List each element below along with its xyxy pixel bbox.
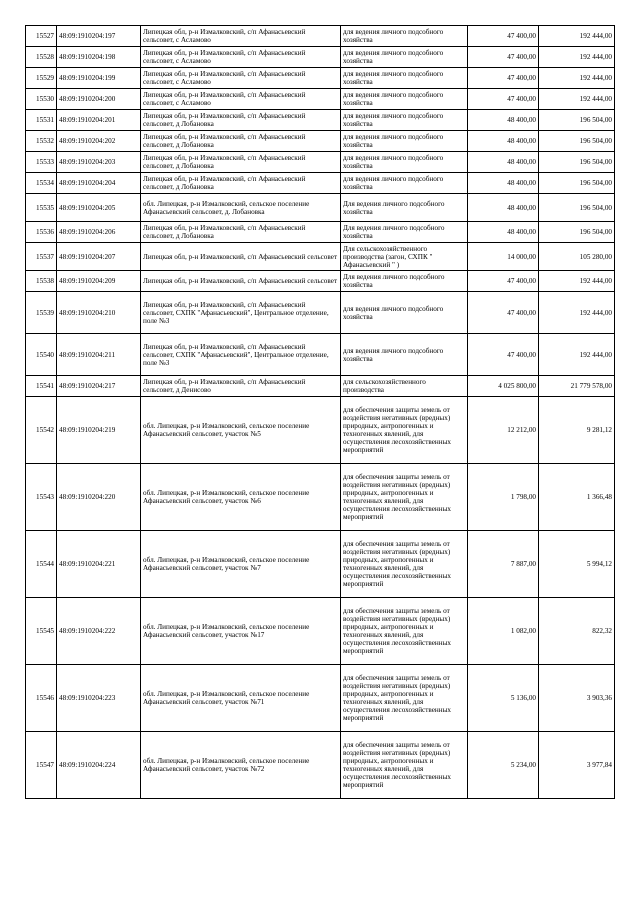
permitted-use: для ведения личного подсобного хозяйства — [341, 334, 468, 376]
cadastral-value: 1 366,48 — [539, 464, 615, 531]
parcel-area: 48 400,00 — [468, 152, 539, 173]
parcel-area: 48 400,00 — [468, 131, 539, 152]
table-row — [26, 68, 615, 89]
row-number: 15540 — [26, 334, 57, 376]
cadastral-value: 196 504,00 — [539, 131, 615, 152]
parcel-area: 47 400,00 — [468, 334, 539, 376]
parcel-area: 47 400,00 — [468, 47, 539, 68]
permitted-use: для обеспечения защиты земель от воздействия негативных (вредных) природных, антропогенных и техногенных явлений, для осуществления лесохозяйственных мероприятий — [341, 598, 468, 665]
row-number: 15543 — [26, 464, 57, 531]
parcel-address: обл. Липецкая, р-н Измалковский, сельское поселение Афанасьевский сельсовет, участок №72 — [141, 732, 341, 799]
parcel-address: обл. Липецкая, р-н Измалковский, сельское поселение Афанасьевский сельсовет, участок №5 — [141, 397, 341, 464]
row-number: 15534 — [26, 173, 57, 194]
permitted-use: для ведения личного подсобного хозяйства — [341, 68, 468, 89]
parcel-area: 47 400,00 — [468, 26, 539, 47]
cadastral-number: 48:09:1910204:205 — [57, 194, 141, 222]
table-row — [26, 173, 615, 194]
cadastral-value: 192 444,00 — [539, 26, 615, 47]
cadastral-number: 48:09:1910204:197 — [57, 26, 141, 47]
table-row — [26, 292, 615, 334]
parcel-address: обл. Липецкая, р-н Измалковский, сельское поселение Афанасьевский сельсовет, участок №6 — [141, 464, 341, 531]
parcel-address: Липецкая обл, р-н Измалковский, с/п Афанасьевский сельсовет, д Денисово — [141, 376, 341, 397]
cadastral-number: 48:09:1910204:221 — [57, 531, 141, 598]
cadastral-value: 192 444,00 — [539, 47, 615, 68]
cadastral-number: 48:09:1910204:202 — [57, 131, 141, 152]
table-row — [26, 464, 615, 531]
cadastral-value: 196 504,00 — [539, 194, 615, 222]
parcel-address: Липецкая обл, р-н Измалковский, с/п Афанасьевский сельсовет, д Лобановка — [141, 152, 341, 173]
permitted-use: для обеспечения защиты земель от воздействия негативных (вредных) природных, антропогенных и техногенных явлений, для осуществления лесохозяйственных мероприятий — [341, 732, 468, 799]
cadastral-value: 192 444,00 — [539, 68, 615, 89]
row-number: 15546 — [26, 665, 57, 732]
parcel-address: Липецкая обл, р-н Измалковский, с/п Афанасьевский сельсовет, д Лобановка — [141, 222, 341, 243]
permitted-use: Для ведения личного подсобного хозяйства — [341, 194, 468, 222]
parcel-area: 47 400,00 — [468, 89, 539, 110]
row-number: 15529 — [26, 68, 57, 89]
row-number: 15542 — [26, 397, 57, 464]
cadastral-value: 822,32 — [539, 598, 615, 665]
permitted-use: для ведения личного подсобного хозяйства — [341, 47, 468, 68]
row-number: 15541 — [26, 376, 57, 397]
cadastral-number: 48:09:1910204:223 — [57, 665, 141, 732]
cadastral-value: 196 504,00 — [539, 152, 615, 173]
row-number: 15527 — [26, 26, 57, 47]
permitted-use: для обеспечения защиты земель от воздействия негативных (вредных) природных, антропогенных и техногенных явлений, для осуществления лесохозяйственных мероприятий — [341, 397, 468, 464]
cadastral-value: 9 281,12 — [539, 397, 615, 464]
cadastral-number: 48:09:1910204:207 — [57, 243, 141, 271]
cadastral-value: 21 779 578,00 — [539, 376, 615, 397]
table-row — [26, 152, 615, 173]
row-number: 15537 — [26, 243, 57, 271]
parcel-area: 48 400,00 — [468, 110, 539, 131]
parcel-address: Липецкая обл, р-н Измалковский, с/п Афанасьевский сельсовет, СХПК "Афанасьевский", Центральное отделение, поле №3 — [141, 292, 341, 334]
row-number: 15535 — [26, 194, 57, 222]
cadastral-value: 105 280,00 — [539, 243, 615, 271]
parcel-area: 48 400,00 — [468, 173, 539, 194]
parcel-address: Липецкая обл, р-н Измалковский, с/п Афанасьевский сельсовет, с Асламово — [141, 26, 341, 47]
parcel-address: Липецкая обл, р-н Измалковский, с/п Афанасьевский сельсовет, с Асламово — [141, 47, 341, 68]
parcel-address: Липецкая обл, р-н Измалковский, с/п Афанасьевский сельсовет, СХПК "Афанасьевский", Центральное отделение, поле №3 — [141, 334, 341, 376]
parcel-area: 1 082,00 — [468, 598, 539, 665]
table-row — [26, 397, 615, 464]
table-row — [26, 271, 615, 292]
permitted-use: для ведения личного подсобного хозяйства — [341, 292, 468, 334]
cadastral-number: 48:09:1910204:206 — [57, 222, 141, 243]
table-row — [26, 222, 615, 243]
permitted-use: для сельскохозяйственного производства — [341, 376, 468, 397]
cadastral-value: 3 903,36 — [539, 665, 615, 732]
parcel-area: 7 887,00 — [468, 531, 539, 598]
parcel-address: Липецкая обл, р-н Измалковский, с/п Афанасьевский сельсовет — [141, 271, 341, 292]
permitted-use: для ведения личного подсобного хозяйства — [341, 110, 468, 131]
parcel-area: 12 212,00 — [468, 397, 539, 464]
parcel-address: Липецкая обл, р-н Измалковский, с/п Афанасьевский сельсовет, д Лобановка — [141, 131, 341, 152]
row-number: 15536 — [26, 222, 57, 243]
parcel-area: 1 798,00 — [468, 464, 539, 531]
cadastral-value: 196 504,00 — [539, 173, 615, 194]
cadastral-number: 48:09:1910204:198 — [57, 47, 141, 68]
permitted-use: Для сельскохозяйственного производства (загон, СХПК " Афанасьевский " ) — [341, 243, 468, 271]
row-number: 15544 — [26, 531, 57, 598]
parcel-address: Липецкая обл, р-н Измалковский, с/п Афанасьевский сельсовет, с Асламово — [141, 68, 341, 89]
parcel-area: 48 400,00 — [468, 194, 539, 222]
parcel-address: Липецкая обл, р-н Измалковский, с/п Афанасьевский сельсовет — [141, 243, 341, 271]
row-number: 15538 — [26, 271, 57, 292]
table-row — [26, 665, 615, 732]
permitted-use: для обеспечения защиты земель от воздействия негативных (вредных) природных, антропогенных и техногенных явлений, для осуществления лесохозяйственных мероприятий — [341, 665, 468, 732]
cadastral-number: 48:09:1910204:203 — [57, 152, 141, 173]
table-row — [26, 110, 615, 131]
cadastral-value: 5 994,12 — [539, 531, 615, 598]
land-parcel-table — [25, 25, 615, 799]
cadastral-number: 48:09:1910204:217 — [57, 376, 141, 397]
table-row — [26, 89, 615, 110]
cadastral-number: 48:09:1910204:224 — [57, 732, 141, 799]
permitted-use: для ведения личного подсобного хозяйства — [341, 152, 468, 173]
table-row — [26, 531, 615, 598]
cadastral-number: 48:09:1910204:220 — [57, 464, 141, 531]
parcel-address: Липецкая обл, р-н Измалковский, с/п Афанасьевский сельсовет, д Лобановка — [141, 173, 341, 194]
parcel-area: 48 400,00 — [468, 222, 539, 243]
parcel-address: Липецкая обл, р-н Измалковский, с/п Афанасьевский сельсовет, д Лобановка — [141, 110, 341, 131]
row-number: 15539 — [26, 292, 57, 334]
table-row — [26, 598, 615, 665]
parcel-area: 14 000,00 — [468, 243, 539, 271]
cadastral-number: 48:09:1910204:204 — [57, 173, 141, 194]
row-number: 15545 — [26, 598, 57, 665]
parcel-address: обл. Липецкая, р-н Измалковский, сельское поселение Афанасьевский сельсовет, участок №71 — [141, 665, 341, 732]
row-number: 15533 — [26, 152, 57, 173]
row-number: 15528 — [26, 47, 57, 68]
cadastral-number: 48:09:1910204:201 — [57, 110, 141, 131]
parcel-area: 47 400,00 — [468, 271, 539, 292]
cadastral-value: 196 504,00 — [539, 222, 615, 243]
parcel-area: 47 400,00 — [468, 292, 539, 334]
table-row — [26, 26, 615, 47]
table-row — [26, 194, 615, 222]
cadastral-number: 48:09:1910204:222 — [57, 598, 141, 665]
table-row — [26, 376, 615, 397]
table-body — [26, 26, 615, 799]
cadastral-number: 48:09:1910204:219 — [57, 397, 141, 464]
row-number: 15531 — [26, 110, 57, 131]
cadastral-value: 192 444,00 — [539, 271, 615, 292]
table-row — [26, 732, 615, 799]
cadastral-number: 48:09:1910204:211 — [57, 334, 141, 376]
permitted-use: для ведения личного подсобного хозяйства — [341, 131, 468, 152]
table-row — [26, 243, 615, 271]
cadastral-number: 48:09:1910204:210 — [57, 292, 141, 334]
table-row — [26, 47, 615, 68]
cadastral-value: 192 444,00 — [539, 89, 615, 110]
parcel-address: обл. Липецкая, р-н Измалковский, сельское поселение Афанасьевский сельсовет, участок №7 — [141, 531, 341, 598]
cadastral-value: 3 977,84 — [539, 732, 615, 799]
parcel-area: 4 025 800,00 — [468, 376, 539, 397]
row-number: 15530 — [26, 89, 57, 110]
parcel-area: 5 234,00 — [468, 732, 539, 799]
permitted-use: для ведения личного подсобного хозяйства — [341, 26, 468, 47]
parcel-area: 47 400,00 — [468, 68, 539, 89]
permitted-use: для ведения личного подсобного хозяйства — [341, 89, 468, 110]
permitted-use: для обеспечения защиты земель от воздействия негативных (вредных) природных, антропогенных и техногенных явлений, для осуществления лесохозяйственных мероприятий — [341, 531, 468, 598]
table-row — [26, 131, 615, 152]
parcel-area: 5 136,00 — [468, 665, 539, 732]
parcel-address: обл. Липецкая, р-н Измалковский, сельское поселение Афанасьевский сельсовет, д. Лобановка — [141, 194, 341, 222]
row-number: 15547 — [26, 732, 57, 799]
cadastral-value: 192 444,00 — [539, 292, 615, 334]
parcel-address: обл. Липецкая, р-н Измалковский, сельское поселение Афанасьевский сельсовет, участок №17 — [141, 598, 341, 665]
cadastral-value: 192 444,00 — [539, 334, 615, 376]
permitted-use: Для ведения личного подсобного хозяйства — [341, 222, 468, 243]
cadastral-number: 48:09:1910204:200 — [57, 89, 141, 110]
row-number: 15532 — [26, 131, 57, 152]
permitted-use: для ведения личного подсобного хозяйства — [341, 173, 468, 194]
parcel-address: Липецкая обл, р-н Измалковский, с/п Афанасьевский сельсовет, с Асламово — [141, 89, 341, 110]
table-row — [26, 334, 615, 376]
cadastral-number: 48:09:1910204:199 — [57, 68, 141, 89]
cadastral-number: 48:09:1910204:209 — [57, 271, 141, 292]
permitted-use: для обеспечения защиты земель от воздействия негативных (вредных) природных, антропогенных и техногенных явлений, для осуществления лесохозяйственных мероприятий — [341, 464, 468, 531]
permitted-use: Для ведения личного подсобного хозяйства — [341, 271, 468, 292]
cadastral-value: 196 504,00 — [539, 110, 615, 131]
